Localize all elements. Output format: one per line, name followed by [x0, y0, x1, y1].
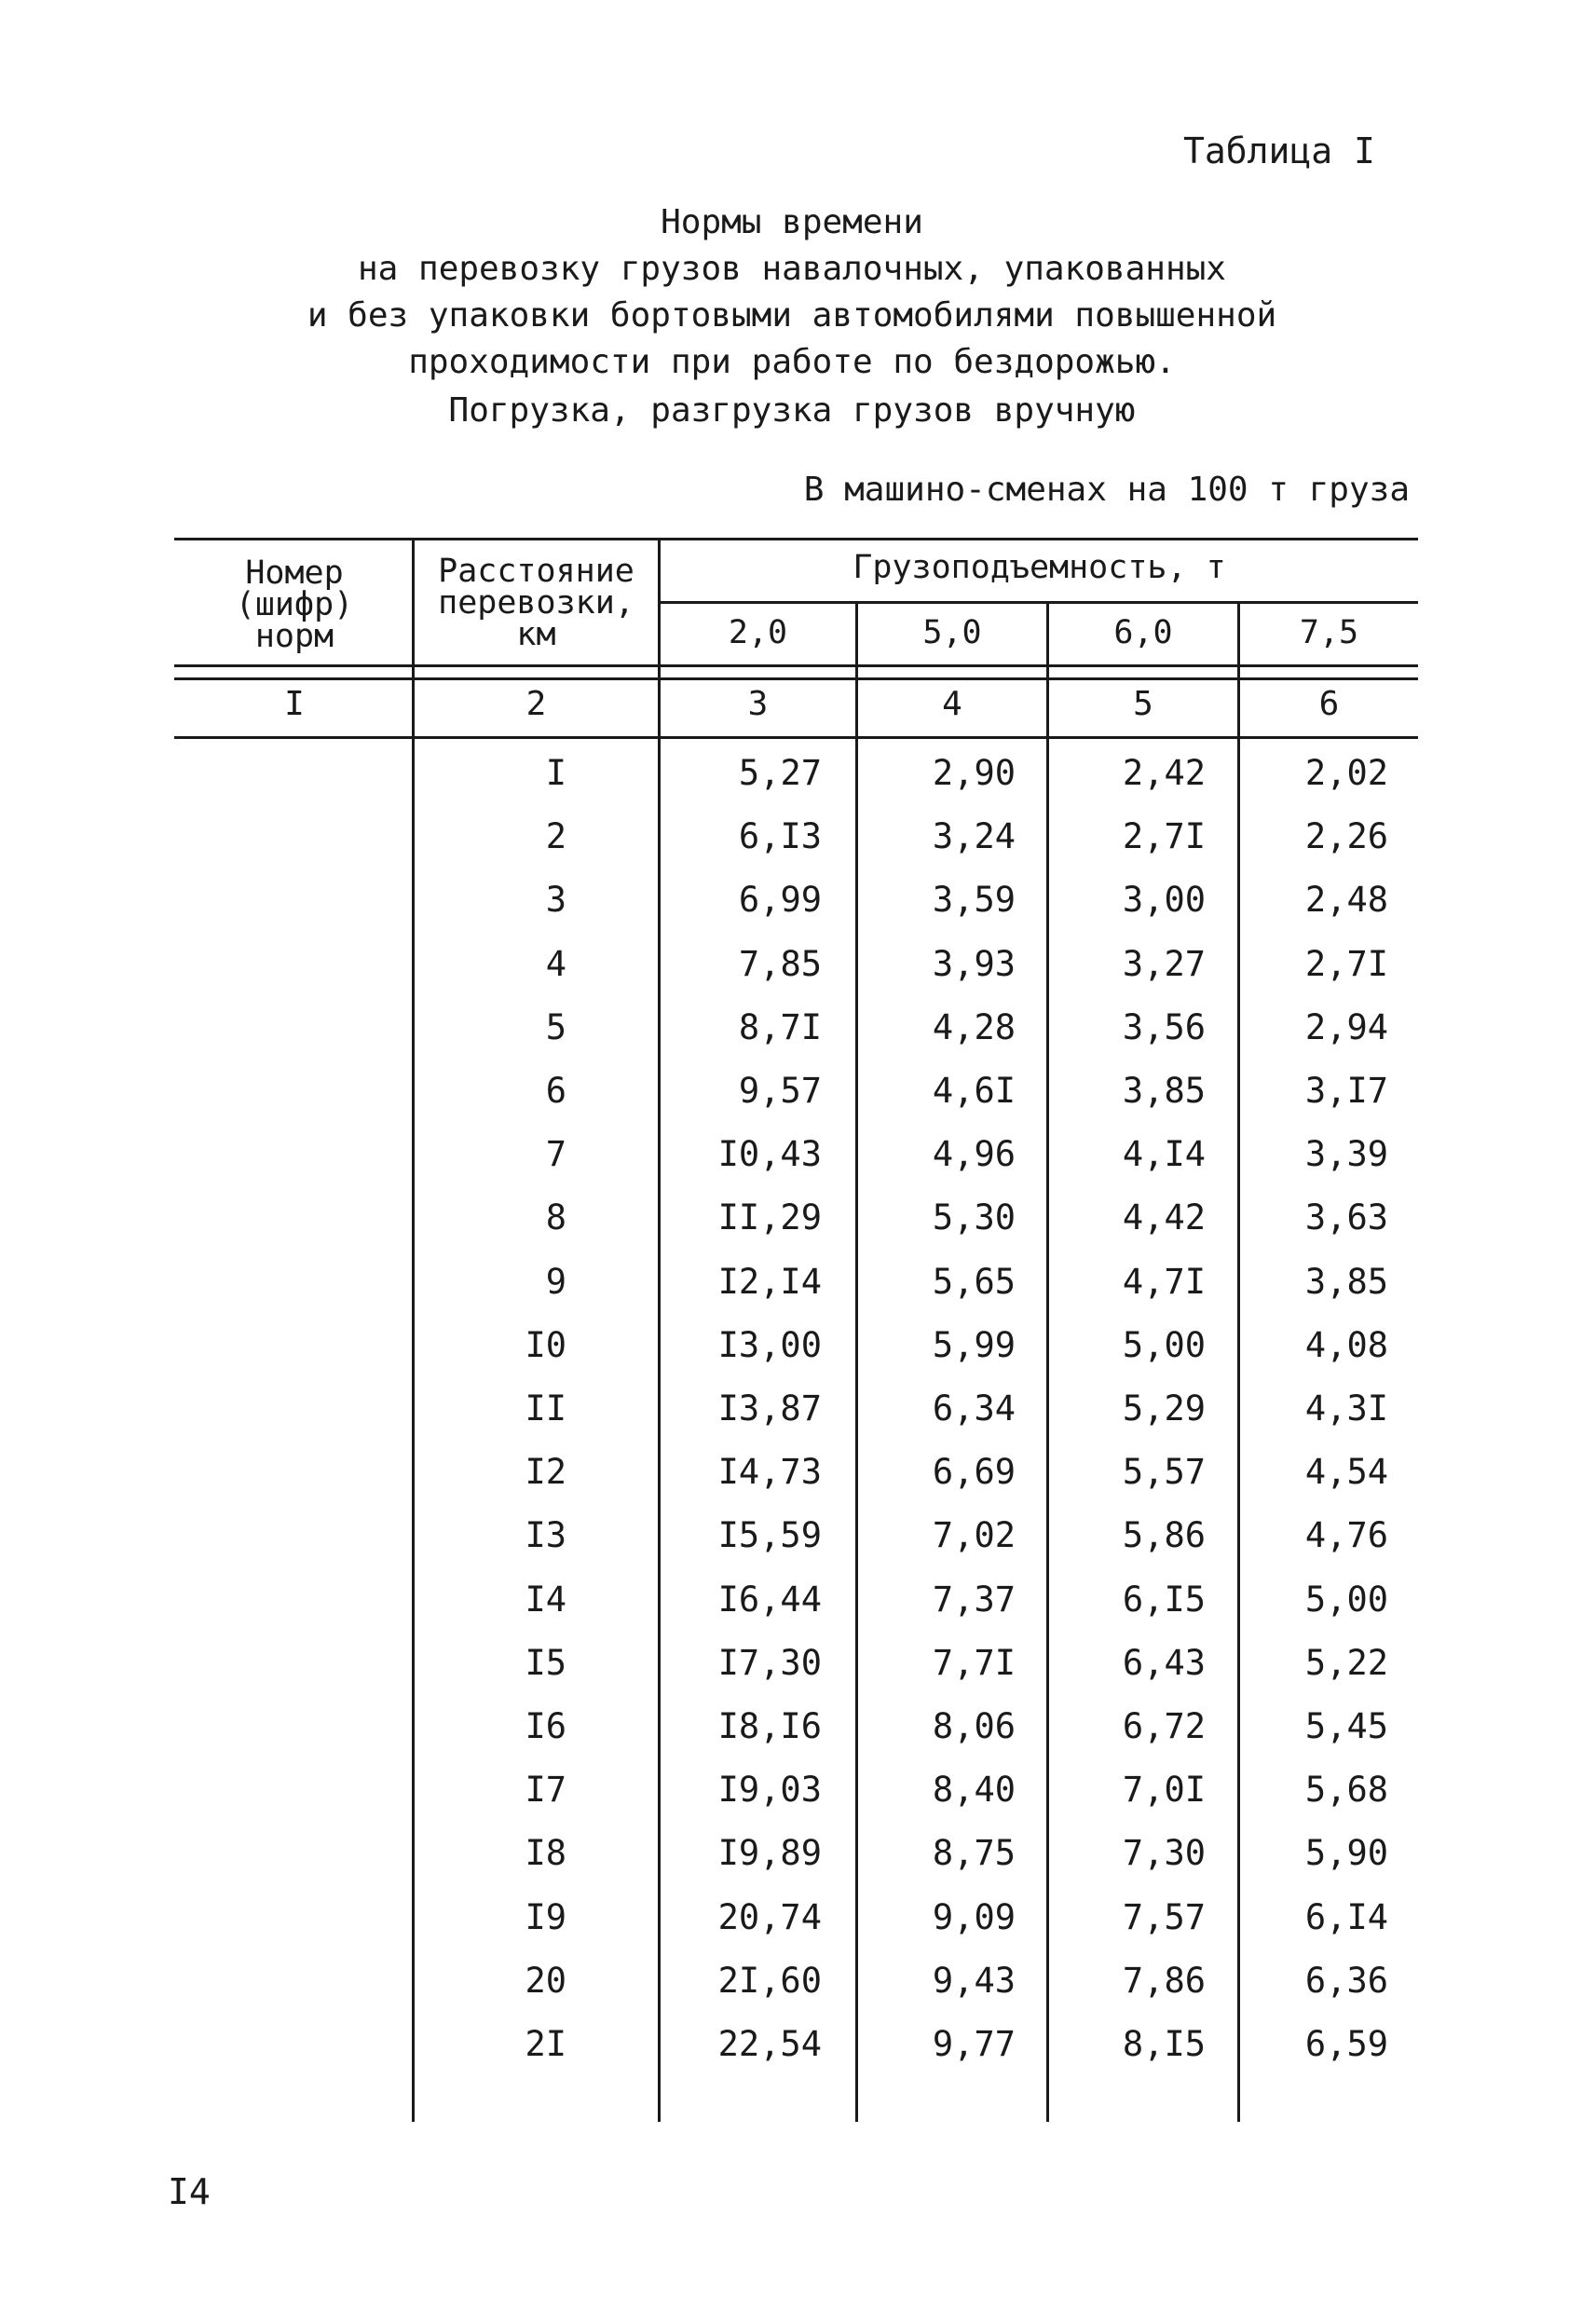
distance-cell: I6: [525, 1706, 566, 1746]
norm-value-cell: I9,89: [717, 1833, 822, 1874]
norm-value-cell: 7,7I: [932, 1642, 1016, 1683]
distance-cell: I4: [525, 1579, 566, 1620]
norm-value-cell: I3,00: [717, 1324, 822, 1365]
table-row: [0, 1897, 1596, 1961]
distance-cell: I: [545, 753, 566, 793]
distance-cell: 8: [545, 1197, 566, 1238]
norm-value-cell: 6,36: [1304, 1960, 1388, 2001]
table-row: [0, 1262, 1596, 1325]
header-capacity-3: 6,0: [1113, 614, 1173, 651]
norm-value-cell: 9,09: [932, 1896, 1016, 1937]
norm-value-cell: 8,I5: [1122, 2024, 1206, 2064]
header-norm-number-line-1: Номер: [245, 554, 344, 592]
title-line-3: и без упаковки бортовыми автомобилями повышенной: [307, 296, 1277, 335]
norm-value-cell: 3,39: [1304, 1134, 1388, 1175]
norm-value-cell: I6,44: [717, 1579, 822, 1620]
norm-value-cell: 2,48: [1304, 880, 1388, 921]
norm-value-cell: I0,43: [717, 1134, 822, 1175]
distance-cell: 2I: [525, 2024, 566, 2064]
distance-cell: I0: [525, 1324, 566, 1365]
table-row: [0, 1770, 1596, 1833]
norm-value-cell: 3,93: [932, 943, 1016, 984]
distance-cell: I7: [525, 1770, 566, 1811]
table-row: [0, 1197, 1596, 1261]
norm-value-cell: 2,42: [1122, 753, 1206, 793]
table-row: [0, 1325, 1596, 1388]
norm-value-cell: 2,7I: [1122, 816, 1206, 857]
distance-cell: 6: [545, 1071, 566, 1111]
distance-cell: 2: [545, 816, 566, 857]
norm-value-cell: 5,00: [1304, 1579, 1388, 1620]
norm-value-cell: 22,54: [717, 2024, 822, 2064]
norm-value-cell: I9,03: [717, 1770, 822, 1811]
table-row: [0, 1579, 1596, 1643]
norm-value-cell: 7,57: [1122, 1896, 1206, 1937]
table-row: [0, 753, 1596, 816]
column-number-1: I: [284, 685, 305, 723]
table-row: [0, 1643, 1596, 1706]
table-row: [0, 1833, 1596, 1896]
norm-value-cell: 5,86: [1122, 1515, 1206, 1556]
norm-value-cell: I7,30: [717, 1642, 822, 1683]
norm-value-cell: 3,27: [1122, 943, 1206, 984]
column-number-5: 5: [1133, 685, 1153, 723]
header-distance-line-2: перевозки,: [438, 584, 634, 622]
norm-value-cell: 4,28: [932, 1006, 1016, 1047]
norm-value-cell: 6,69: [932, 1452, 1016, 1493]
distance-cell: 9: [545, 1261, 566, 1302]
norm-value-cell: 5,29: [1122, 1388, 1206, 1429]
distance-cell: 20: [525, 1960, 566, 2001]
norm-value-cell: I2,I4: [717, 1261, 822, 1302]
header-distance: [415, 553, 658, 653]
table-row: [0, 944, 1596, 1007]
distance-cell: II: [525, 1388, 566, 1429]
title-line-1: Нормы времени: [661, 203, 923, 241]
column-number-4: 4: [942, 685, 962, 723]
norm-value-cell: I5,59: [717, 1515, 822, 1556]
distance-cell: I5: [525, 1642, 566, 1683]
norm-value-cell: 2,90: [932, 753, 1016, 793]
norm-value-cell: 4,3I: [1304, 1388, 1388, 1429]
norm-value-cell: 8,40: [932, 1770, 1016, 1811]
title-line-2: на перевозку грузов навалочных, упакованных: [358, 250, 1226, 288]
column-number-6: 6: [1318, 685, 1340, 723]
distance-cell: 4: [545, 943, 566, 984]
table-row: [0, 1071, 1596, 1134]
norm-value-cell: 3,63: [1304, 1197, 1388, 1238]
norm-value-cell: 3,59: [932, 880, 1016, 921]
header-bottom-rule: [174, 664, 1418, 667]
norm-value-cell: 3,24: [932, 816, 1016, 857]
table-label: Таблица I: [1183, 130, 1375, 171]
norm-value-cell: 2I,60: [717, 1960, 822, 2001]
capacity-group-rule: [660, 601, 1418, 604]
norm-value-cell: 5,00: [1122, 1324, 1206, 1365]
column-numbers-top-rule: [174, 677, 1418, 680]
norm-value-cell: 20,74: [717, 1896, 822, 1937]
table-top-rule: [174, 538, 1418, 540]
norm-value-cell: 3,I7: [1304, 1071, 1388, 1111]
table-row: [0, 1961, 1596, 2024]
header-norm-number-line-2: (шифр): [235, 586, 354, 623]
norm-value-cell: 5,27: [738, 753, 822, 793]
table-row: [0, 1706, 1596, 1770]
norm-value-cell: 7,0I: [1122, 1770, 1206, 1811]
norm-value-cell: 9,77: [932, 2024, 1016, 2064]
norm-value-cell: 2,26: [1304, 816, 1388, 857]
norm-value-cell: 5,68: [1304, 1770, 1388, 1811]
table-row: [0, 880, 1596, 943]
header-capacity-group: Грузоподъемность, т: [853, 549, 1226, 586]
norm-value-cell: 7,30: [1122, 1833, 1206, 1874]
distance-cell: I8: [525, 1833, 566, 1874]
norm-value-cell: 7,86: [1122, 1960, 1206, 2001]
norm-value-cell: 8,75: [932, 1833, 1016, 1874]
distance-cell: I2: [525, 1452, 566, 1493]
norm-value-cell: 5,30: [932, 1197, 1016, 1238]
units-note: В машино-сменах на 100 т груза: [803, 471, 1410, 509]
norm-value-cell: 5,45: [1304, 1706, 1388, 1746]
distance-cell: I3: [525, 1515, 566, 1556]
header-norm-number: [177, 554, 412, 655]
distance-cell: 3: [545, 880, 566, 921]
norm-value-cell: 7,85: [738, 943, 822, 984]
title-line-4: проходимости при работе по бездорожью.: [408, 343, 1176, 381]
norm-value-cell: 9,57: [738, 1071, 822, 1111]
distance-cell: 7: [545, 1134, 566, 1175]
table-row: [0, 1515, 1596, 1579]
header-capacity-1: 2,0: [728, 614, 788, 651]
table-row: [0, 1007, 1596, 1071]
norm-value-cell: 5,65: [932, 1261, 1016, 1302]
header-capacity-2: 5,0: [922, 614, 982, 651]
norm-value-cell: 5,22: [1304, 1642, 1388, 1683]
norm-value-cell: 8,7I: [738, 1006, 822, 1047]
norm-value-cell: 6,59: [1304, 2024, 1388, 2064]
norm-value-cell: 7,02: [932, 1515, 1016, 1556]
norm-value-cell: 4,54: [1304, 1452, 1388, 1493]
norm-value-cell: I3,87: [717, 1388, 822, 1429]
norm-value-cell: 4,6I: [932, 1071, 1016, 1111]
table-row: [0, 1134, 1596, 1197]
norm-value-cell: 2,94: [1304, 1006, 1388, 1047]
norm-value-cell: 6,34: [932, 1388, 1016, 1429]
header-distance-line-1: Расстояние: [438, 553, 634, 590]
distance-cell: I9: [525, 1896, 566, 1937]
title-line-5: Погрузка, разгрузка грузов вручную: [448, 391, 1136, 430]
norm-value-cell: 6,72: [1122, 1706, 1206, 1746]
norm-value-cell: 6,43: [1122, 1642, 1206, 1683]
column-numbers-bottom-rule: [174, 736, 1418, 739]
column-number-2: 2: [525, 685, 547, 723]
norm-value-cell: II,29: [717, 1197, 822, 1238]
table-row: [0, 2024, 1596, 2087]
norm-value-cell: 2,02: [1304, 753, 1388, 793]
norm-value-cell: 8,06: [932, 1706, 1016, 1746]
norm-value-cell: 4,96: [932, 1134, 1016, 1175]
norm-value-cell: 6,I3: [738, 816, 822, 857]
norm-value-cell: 3,56: [1122, 1006, 1206, 1047]
norm-value-cell: 7,37: [932, 1579, 1016, 1620]
norm-value-cell: 6,I4: [1304, 1896, 1388, 1937]
norm-value-cell: 9,43: [932, 1960, 1016, 2001]
norm-value-cell: 4,I4: [1122, 1134, 1206, 1175]
column-number-3: 3: [747, 685, 769, 723]
norm-value-cell: 4,76: [1304, 1515, 1388, 1556]
norm-value-cell: 3,85: [1304, 1261, 1388, 1302]
norm-value-cell: 5,90: [1304, 1833, 1388, 1874]
header-distance-line-3: км: [516, 616, 556, 653]
page-number: I4: [168, 2171, 211, 2212]
table-row: [0, 1452, 1596, 1515]
table-row: [0, 816, 1596, 880]
header-norm-number-line-3: норм: [254, 618, 334, 655]
norm-value-cell: 5,57: [1122, 1452, 1206, 1493]
norm-value-cell: 6,99: [738, 880, 822, 921]
norm-value-cell: 2,7I: [1304, 943, 1388, 984]
norm-value-cell: I4,73: [717, 1452, 822, 1493]
header-capacity-4: 7,5: [1299, 614, 1359, 651]
norm-value-cell: 5,99: [932, 1324, 1016, 1365]
norm-value-cell: 4,08: [1304, 1324, 1388, 1365]
norm-value-cell: 3,85: [1122, 1071, 1206, 1111]
table-row: [0, 1388, 1596, 1452]
norm-value-cell: 4,42: [1122, 1197, 1206, 1238]
norm-value-cell: 3,00: [1122, 880, 1206, 921]
norm-value-cell: 4,7I: [1122, 1261, 1206, 1302]
norm-value-cell: 6,I5: [1122, 1579, 1206, 1620]
distance-cell: 5: [545, 1006, 566, 1047]
norm-value-cell: I8,I6: [717, 1706, 822, 1746]
